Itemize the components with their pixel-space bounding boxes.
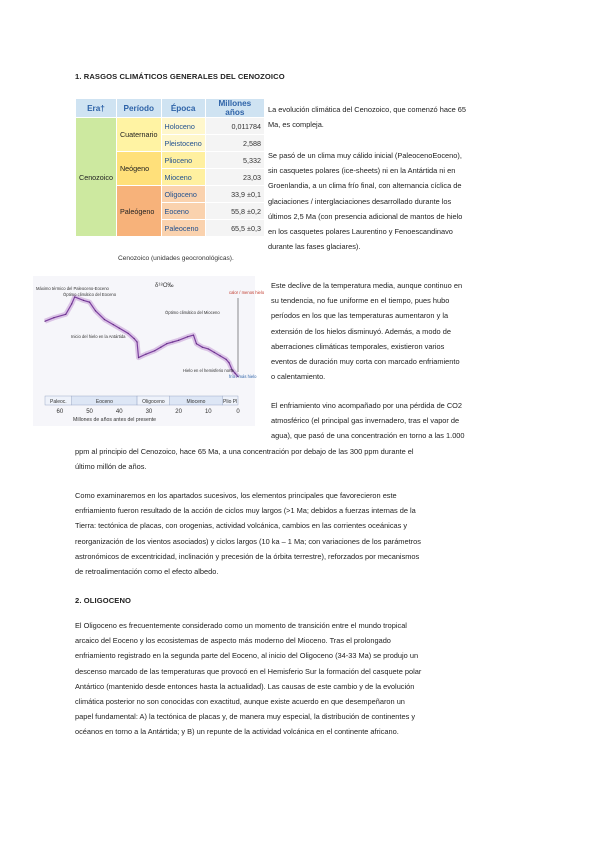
epoch-label: Eoceno [95, 399, 113, 405]
epoch-label: Oligoceno [142, 399, 165, 405]
paragraph-cycles: Como examinaremos en los apartados sucesivos, los elementos principales que favorecieron este enfriamiento fueron resultado de la acción de ciclos muy largos (>1 Ma; debidos a fuerzas internas de la Tierra: tectónica de placas, con orogenias, actividad volcánica, cambios en las corrientes oceánicas y reorganización de los vientos asociados) y ciclos largos (10 ka – 1 Ma; con variaciones de los parámetros astronómicos de excentricidad, inclinación y precesión de la órbita terrestre), reforzados por mecanismos de retroalimentación como el efecto albedo. [75, 491, 421, 577]
epoch-cell: Plioceno [161, 152, 205, 169]
annotation-eocene-optimum: Óptimo climático del Eoceno [63, 292, 117, 297]
period-neogeno: Neógeno [116, 152, 161, 186]
ma-cell: 55,8 ±0,2 [205, 203, 264, 220]
ma-cell: 2,588 [205, 135, 264, 152]
annotation-cold: frío / más hielo [229, 374, 257, 379]
x-tick-label: 20 [175, 409, 182, 415]
geochronology-table [75, 98, 265, 237]
period-cuaternario: Cuaternario [116, 118, 161, 152]
x-tick-label: 60 [56, 409, 64, 415]
header-ma: Millones años [205, 99, 264, 118]
era-cell: Cenozoico [76, 118, 117, 237]
annotation-nh-ice: Hielo en el hemisferio norte [183, 368, 234, 373]
ma-cell: 23,03 [205, 169, 264, 186]
annotation-antarctic-ice: Inicio del hielo en la Antártida [71, 334, 126, 339]
paragraph-co2-cont: ppm al principio del Cenozoico, hace 65 Ma, a una concentración por debajo de las 300 ppm durante el último millón de años. [75, 447, 414, 472]
x-tick-label: 10 [204, 409, 212, 415]
data-point [95, 310, 96, 311]
x-tick-label: 50 [86, 409, 93, 415]
data-point [53, 317, 54, 318]
annotation-warm: calor / menos hielo [229, 290, 265, 295]
epoch-label: Mioceno [186, 399, 206, 405]
paragraph-oligoceno: El Oligoceno es frecuentemente considerado como un momento de transición entre el mundo tropical arcaico del Eoceno y los ecosistemas de aspecto más moderno del Mioceno. Tras el prolongado enfriamiento registrado en la segunda parte del Eoceno, al inicio del Oligoceno (34-33 Ma) se produjo un descenso marcado de las temperaturas que provocó en el Hemisferio Sur la formación del casquete polar Antártico (mantenido desde entonces hasta la actualidad). Las causas de este cambio y de la evolución climática posterior no son conocidas con exactitud, aunque existe acuerdo en que desempeñaron un papel fundamental: A) la tectónica de placas y, de manera muy especial, la distribución de continentes y océanos en torno a la Antártida; y B) un repunte de la actividad volcánica en el continente africano. [75, 621, 422, 737]
epoch-cell: Paleoceno [161, 220, 205, 237]
paragraph-co2: El enfriamiento vino acompañado por una pérdida de CO2 atmosférico (el principal gas invernadero, tras el vapor de agua), que pasó de una concentración en torno a las 1.000 [271, 401, 465, 441]
annotation-miocene-optimum: Óptimo climático del Mioceno [165, 310, 220, 315]
ma-cell: 0,011784 [205, 118, 264, 135]
x-axis-label: Millones de años antes del presente [73, 417, 157, 423]
data-point [228, 362, 229, 363]
data-point [113, 324, 114, 325]
data-point [89, 302, 90, 303]
data-point [119, 328, 120, 329]
data-point [133, 338, 134, 339]
data-point [193, 334, 194, 335]
heading-1: 1. RASGOS CLIMÁTICOS GENERALES DEL CENOZOICO [75, 72, 285, 81]
epoch-cell: Holoceno [161, 118, 205, 135]
data-point [196, 343, 197, 344]
ma-cell: 5,332 [205, 152, 264, 169]
data-point [187, 336, 188, 337]
data-point [178, 340, 179, 341]
ma-cell: 65,5 ±0,3 [205, 220, 264, 237]
x-tick-label: 0 [236, 409, 240, 415]
d18o-chart [33, 276, 265, 426]
period-paleogeno: Paleógeno [116, 186, 161, 237]
data-point [128, 333, 129, 334]
data-point [208, 348, 209, 349]
chart-title: δ¹⁸O‰ [155, 283, 174, 289]
data-point [154, 350, 155, 351]
data-point [220, 355, 221, 356]
paragraph-climate: Se pasó de un clima muy cálido inicial (PaleocenoEoceno), sin casquetes polares (ice-sheets) ni en la Antártida ni en Groenlandia, a un clima frío final, con alternancia cíclica de glaciaciones / interglaciaciones desarrollado durante los últimos 2,5 Ma (con presencia adicional de mantos de hielo en los casquetes polares Laurentino y Fenoescandinavo durante las fases glaciares). [268, 151, 463, 252]
epoch-cell: Eoceno [161, 203, 205, 220]
data-point [83, 300, 84, 301]
data-point [65, 314, 66, 315]
data-point [226, 359, 227, 360]
epoch-bar [45, 396, 238, 405]
table-row [76, 118, 265, 135]
table-caption: Cenozoico (unidades geocronológicas). [118, 255, 234, 262]
data-point [104, 319, 105, 320]
data-point [214, 352, 215, 353]
table-header-row [76, 99, 265, 118]
header-epoch: Época [161, 99, 205, 118]
paragraph-decline: Este declive de la temperatura media, aunque continuo en su tendencia, no fue uniforme en el tiempo, pues hubo períodos en los que las temperaturas aumentaron y la extensión de los hielos disminuyó. Además, a modo de aberraciones climáticas temporales, existieron varios eventos de duración muy corta con marcado enfriamiento o calentamiento. [271, 281, 463, 382]
x-tick-label: 30 [145, 409, 153, 415]
header-period: Período [116, 99, 161, 118]
data-point [136, 341, 137, 342]
epoch-cell: Mioceno [161, 169, 205, 186]
data-point [44, 321, 45, 322]
epoch-label: Paleoc. [50, 399, 67, 405]
header-era: Era† [76, 99, 117, 118]
annotation-petm: Máximo térmico del Paleoceno-Eoceno [36, 286, 109, 291]
data-point [166, 343, 167, 344]
epoch-label: Plio Pl [223, 399, 238, 405]
data-point [138, 357, 139, 358]
data-point [160, 347, 161, 348]
x-tick-label: 40 [115, 409, 123, 415]
epoch-cell: Oligoceno [161, 186, 205, 203]
data-point [202, 347, 203, 348]
data-point [172, 341, 173, 342]
data-point [71, 303, 72, 304]
heading-2: 2. OLIGOCENO [75, 596, 132, 605]
ma-cell: 33,9 ±0,1 [205, 186, 264, 203]
paragraph-intro: La evolución climática del Cenozoico, que comenzó hace 65 Ma, es compleja. [268, 105, 467, 130]
data-point [145, 354, 146, 355]
epoch-cell: Pleistoceno [161, 135, 205, 152]
